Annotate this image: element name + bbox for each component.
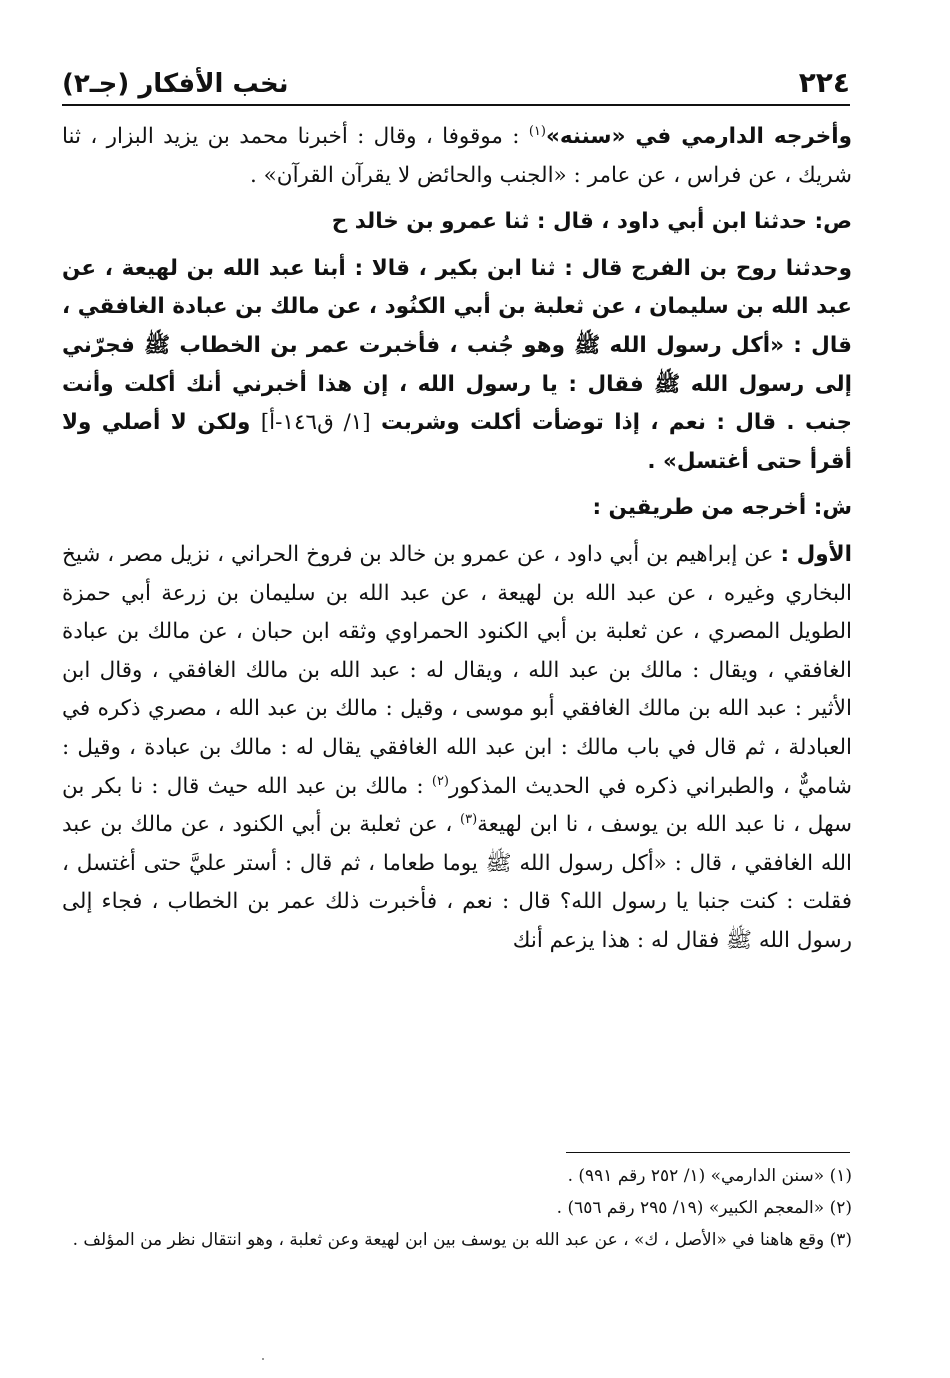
footnote-1: (١) «سنن الدارمي» (١/ ٢٥٢ رقم ٩٩١) .	[567, 1166, 852, 1186]
paragraph-darimi	[62, 118, 852, 195]
paragraph-sad-isnad: ص: حدثنا ابن أبي داود ، قال : ثنا عمرو بن خالد ح	[331, 209, 852, 235]
main-text	[62, 118, 852, 960]
hadith-text: وحدثنا روح بن الفرج قال : ثنا ابن بكير ، قالا : أبنا عبد الله بن لهيعة ، عن عبد الله بن سليمان ، عن ثعلبة بن أبي الكنُود ، عن مالك بن عبادة الغافقي ، قال : «أكل رسول الله ﷺ وهو جُنب ، فأخبرت عمر بن الخطاب ﷺ فجرّني إلى رسول الله ﷺ فقال : يا رسول الله ، إن هذا أخبرني أنك أكلت وأنت جنب . قال : نعم ، إذا توضأت أكلت وشربت	[62, 255, 852, 436]
paragraph-lead: وأخرجه الدارمي في «سننه»	[545, 124, 853, 149]
paragraph-text: ، عن ثعلبة بن أبي الكنود ، عن مالك بن عبد الله الغافقي ، قال : «أكل رسول الله ﷺ يوما طعاما ، ثم قال : أستر عليَّ حتى أغتسل ، فقلت : كنت جنبا يا رسول الله؟ قال : نعم ، فأخبرت ذلك عمر بن الخطاب ، فجاء إلى رسول الله ﷺ فقال له : هذا يزعم أنك	[62, 812, 852, 953]
running-header	[62, 55, 850, 99]
header-rule	[62, 104, 850, 106]
paragraph-text: : مالك بن عبد الله حيث قال : نا بكر بن سهل ، نا عبد الله بن يوسف ، نا ابن لهيعة	[62, 773, 852, 838]
paragraph-hadith	[62, 250, 852, 482]
paragraph-shin-heading: ش: أخرجه من طريقين :	[592, 495, 852, 521]
paragraph-text: : موقوفا ، وقال : أخبرنا محمد بن يزيد البزار ، ثنا شريك ، عن فراس ، عن عامر : «الجنب والحائض لا يقرآن القرآن» .	[62, 124, 852, 188]
page-number: ٢٢٤	[798, 66, 850, 99]
footnote-2: (٢) «المعجم الكبير» (١٩/ ٢٩٥ رقم ٦٥٦) .	[556, 1198, 852, 1218]
paragraph-text: عن إبراهيم بن أبي داود ، عن عمرو بن خالد بن فروخ الحراني ، نزيل مصر ، شيخ البخاري وغيره ، عن عبد الله بن لهيعة ، عن عبد الله بن سليمان بن زرعة أبي حمزة الطويل المصري ، عن ثعلبة بن أبي الكنود الحمراوي وثقه ابن حبان ، عن مالك بن عبادة الغافقي ، ويقال : مالك بن عبد الله ، ويقال له : عبد الله بن مالك الغافقي ، وقال ابن الأثير : عبد الله بن مالك الغافقي أبو موسى ، وقيل : مالك بن عبد الله ، مصري ذكره في العبادلة ، ثم قال في باب مالك : ابن عبد الله الغافقي يقال له : مالك بن عبادة ، وقيل : شاميٌّ ، والطبراني ذكره في الحديث المذكور	[62, 541, 852, 799]
footnote-ref: (٢)	[431, 773, 449, 789]
hadith-text-end: ولكن لا أصلي ولا أقرأ حتى أغتسل» .	[62, 410, 852, 474]
book-title: نخب الأفكار (جـ٢)	[62, 69, 289, 99]
footnote-ref: (٣)	[460, 811, 478, 827]
manuscript-reference: [١/ ق١٤٦-أ]	[260, 410, 371, 436]
scan-speck	[262, 1358, 264, 1360]
paragraph-first-route	[62, 536, 852, 961]
footnotes	[62, 1160, 852, 1256]
footnote-3: (٣) وقع هاهنا في «الأصل ، ك» ، عن عبد الله بن يوسف بين ابن لهيعة وعن ثعلبة ، وهو انتقال نظر من المؤلف .	[72, 1230, 852, 1250]
paragraph-lead: الأول :	[780, 541, 853, 567]
footnote-rule	[566, 1152, 850, 1153]
footnote-ref: (١)	[528, 123, 546, 139]
